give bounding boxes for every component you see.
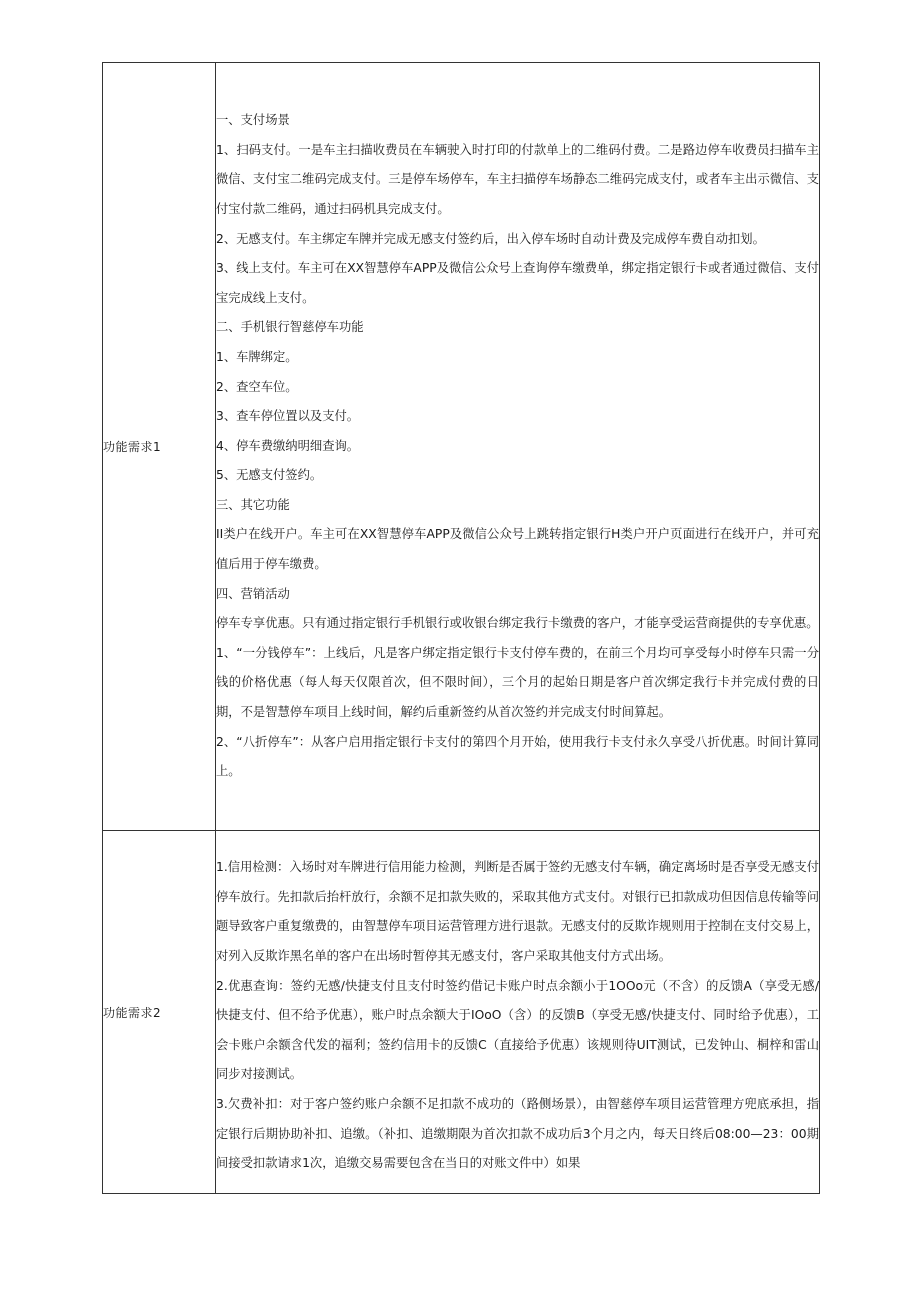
paragraph: 3、线上支付。车主可在XX智慧停车APP及微信公众号上查询停车缴费单，绑定指定银行卡或者通过微信、支付宝完成线上支付。 xyxy=(216,261,819,305)
paragraph: 2、无感支付。车主绑定车牌并完成无感支付签约后，出入停车场时自动计费及完成停车费自动扣划。 xyxy=(216,231,765,246)
row-label: 功能需求2 xyxy=(103,831,216,1194)
section-heading: 三、其它功能 xyxy=(216,497,290,512)
paragraph: 停车专享优惠。只有通过指定银行手机银行或收银台绑定我行卡缴费的客户，才能享受运营商提供的专享优惠。 xyxy=(216,616,819,631)
paragraph: 2、“八折停车”：从客户启用指定银行卡支付的第四个月开始，使用我行卡支付永久享受八折优惠。时间计算同上。 xyxy=(216,734,819,779)
table-row xyxy=(103,831,820,1194)
list-item: 5、无感支付签约。 xyxy=(216,468,323,483)
list-item: 4、停车费缴纳明细查询。 xyxy=(216,438,360,453)
section-heading: 一、支付场景 xyxy=(216,113,290,128)
paragraph: 2.优惠查询：签约无感/快捷支付且支付时签约借记卡账户时点余额小于1OOo元（不含）的反馈A（享受无感/快捷支付、但不给予优惠），账户时点余额大于IOoO（含）的反馈B（享受无感/快捷支付、同时给予优惠），工会卡账户余额含代发的福利；签约信用卡的反馈C（直接给予优惠）该规则待UIT测试，已发钟山、桐梓和雷山同步对接测试。 xyxy=(216,978,819,1082)
list-item: 1、车牌绑定。 xyxy=(216,349,298,364)
paragraph: II类户在线开户。车主可在XX智慧停车APP及微信公众号上跳转指定银行H类户开户页面进行在线开户，并可充值后用于停车缴费。 xyxy=(216,527,819,572)
list-item: 2、查空车位。 xyxy=(216,379,298,394)
section-heading: 四、营销活动 xyxy=(216,586,290,601)
requirements-table xyxy=(102,62,820,1194)
row-label: 功能需求1 xyxy=(103,63,216,831)
row-content xyxy=(216,831,820,1194)
row-content xyxy=(216,63,820,831)
paragraph: 1、扫码支付。一是车主扫描收费员在车辆驶入时打印的付款单上的二维码付费。二是路边停车收费员扫描车主微信、支付宝二维码完成支付。三是停车场停车，车主扫描停车场静态二维码完成支付，或者车主出示微信、支付宝付款二维码，通过扫码机具完成支付。 xyxy=(216,142,819,216)
table-row xyxy=(103,63,820,831)
section-heading: 二、手机银行智慈停车功能 xyxy=(216,320,364,335)
list-item: 3、查车停位置以及支付。 xyxy=(216,409,360,424)
paragraph: 1.信用检测：入场时对车牌进行信用能力检测，判断是否属于签约无感支付车辆，确定离场时是否享受无感支付停车放行。先扣款后抬杆放行，余额不足扣款失败的，采取其他方式支付。对银行已扣款成功但因信息传输等问题导致客户重复缴费的，由智慧停车项目运营管理方进行退款。无感支付的反欺诈规则用于控制在支付交易上，对列入反欺诈黑名单的客户在出场时暂停其无感支付，客户采取其他支付方式出场。 xyxy=(216,860,819,964)
paragraph: 3.欠费补扣：对于客户签约账户余额不足扣款不成功的（路侧场景），由智慈停车项目运营管理方兜底承担，指定银行后期协助补扣、追缴。（补扣、追缴期限为首次扣款不成功后3个月之内，每天日终后08:00—23：00期间接受扣款请求1次，追缴交易需要包含在当日的对账文件中）如果 xyxy=(216,1096,819,1171)
paragraph: 1、“一分钱停车”：上线后，凡是客户绑定指定银行卡支付停车费的，在前三个月均可享受每小时停车只需一分钱的价格优惠（每人每天仅限首次，但不限时间），三个月的起始日期是客户首次绑定我行卡并完成付费的日期，不是智慧停车项目上线时间，解约后重新签约从首次签约并完成支付时间算起。 xyxy=(216,645,819,720)
